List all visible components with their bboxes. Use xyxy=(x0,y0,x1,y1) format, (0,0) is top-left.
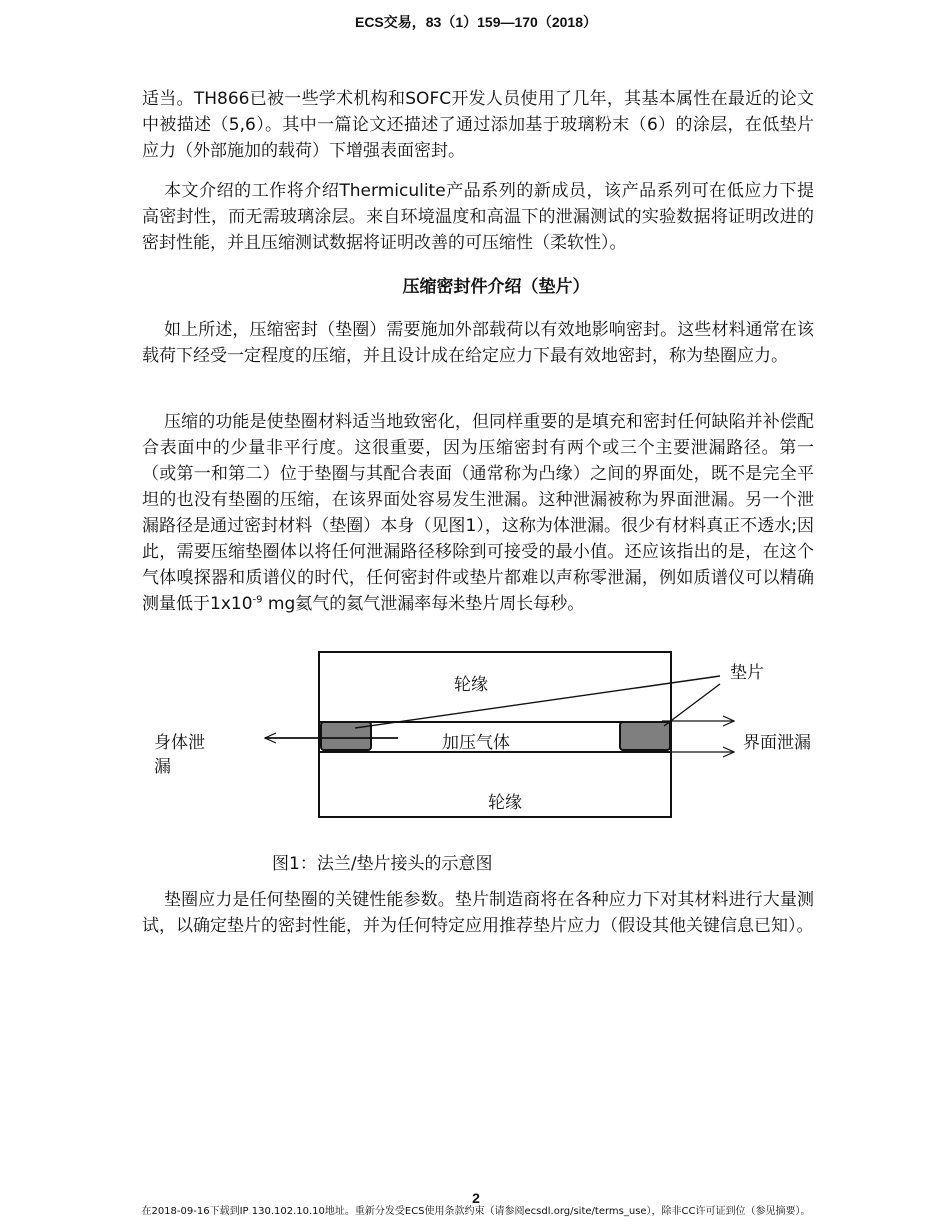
label-body-leak-line2: 漏 xyxy=(154,757,171,777)
label-interface-leak: 界面泄漏 xyxy=(743,733,811,753)
label-gasket: 垫片 xyxy=(730,663,764,683)
figure-caption: 图1：法兰/垫片接头的示意图 xyxy=(272,854,493,874)
section-title: 压缩密封件介绍（垫片） xyxy=(402,277,590,297)
page-number: 2 xyxy=(472,1190,480,1206)
paragraph-3-text: 如上所述，压缩密封（垫圈）需要施加外部载荷以有效地影响密封。这些材料通常在该载荷下经受一定程度的压缩，并且设计成在给定应力下最有效地密封，称为垫圈应力。 xyxy=(142,320,814,366)
paragraph-4-text xyxy=(142,409,814,617)
gasket-leader-right xyxy=(664,684,720,726)
paragraph-5-text: 垫圈应力是任何垫圈的关键性能参数。垫片制造商将在各种应力下对其材料进行大量测试，以确定垫片的密封性能，并为任何特定应用推荐垫片应力（假设其他关键信息已知）。 xyxy=(142,890,814,936)
paragraph-2-text: 本文介绍的工作将介绍Thermiculite产品系列的新成员，该产品系列可在低应力下提高密封性，而无需玻璃涂层。来自环境温度和高温下的泄漏测试的实验数据将证明改进的密封性能，并且压缩测试数据将证明改善的可压缩性（柔软性）。 xyxy=(142,181,814,253)
top-flange xyxy=(319,652,671,722)
label-pressurized-gas: 加压气体 xyxy=(442,733,510,753)
journal-header: ECS交易，83（1）159—170（2018） xyxy=(354,14,597,30)
paragraph-2 xyxy=(142,178,814,256)
paragraph-4-tail: mg氦气的氦气泄漏率每米垫片周长每秒。 xyxy=(262,594,585,614)
paragraph-4-main: 压缩的功能是使垫圈材料适当地致密化，但同样重要的是填充和密封任何缺陷并补偿配合表面中的少量非平行度。这很重要，因为压缩密封有两个或三个主要泄漏路径。第一（或第一和第二）位于垫圈与其配合表面（通常称为凸缘）之间的界面处，既不是完全平坦的也没有垫圈的压缩，在该界面处容易发生泄漏。这种泄漏被称为界面泄漏。另一个泄漏路径是通过密封材料（垫圈）本身（见图1），这称为体泄漏。很少有材料真正不透水;因此，需要压缩垫圈体以将任何泄漏路径移除到可接受的最小值。还应该指出的是，在这个气体嗅探器和质谱仪的时代，任何密封件或垫片都难以声称零泄漏，例如质谱仪可以精确测量低于1x10 xyxy=(142,412,814,614)
gasket-right xyxy=(620,722,670,750)
paragraph-1-text: 适当。TH866已被一些学术机构和SOFC开发人员使用了几年，其基本属性在最近的论文中被描述（5,6）。其中一篇论文还描述了通过添加基于玻璃粉末（6）的涂层，在低垫片应力（外部施加的载荷）下增强表面密封。 xyxy=(142,89,814,161)
paragraph-1 xyxy=(142,86,814,164)
paragraph-4 xyxy=(142,409,814,617)
paragraph-3 xyxy=(142,317,814,369)
label-top-flange: 轮缘 xyxy=(454,675,488,695)
label-bottom-flange: 轮缘 xyxy=(488,793,522,813)
paragraph-4-exponent: -9 xyxy=(252,594,263,606)
paragraph-5 xyxy=(142,887,814,939)
figure-flange-gasket xyxy=(140,642,840,832)
label-body-leak: 身体泄 xyxy=(154,733,205,753)
download-footer: 在2018-09-16下载到IP 130.102.10.10地址。重新分发受ECS使用条款约束（请参阅ecsdl.org/site/terms_use），除非CC许可证到位（参见摘要）。 xyxy=(141,1206,811,1217)
